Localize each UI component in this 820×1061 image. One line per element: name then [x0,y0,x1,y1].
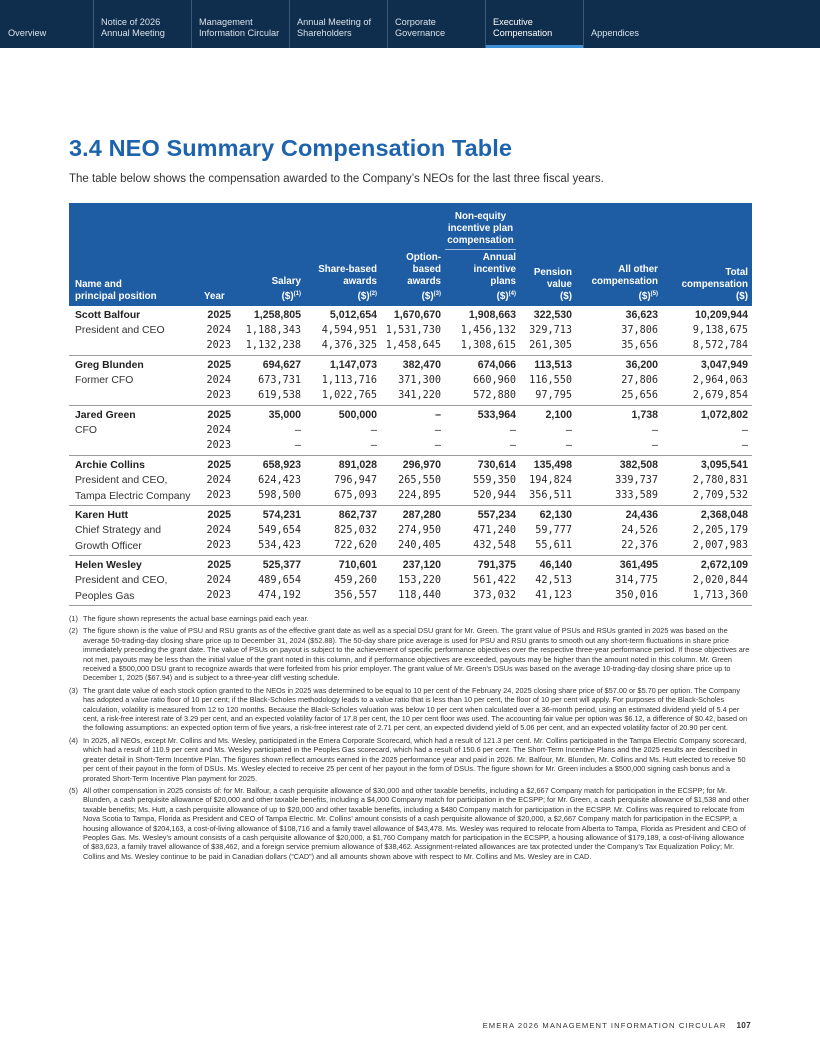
annual-incentive-cell: 561,422 [473,574,516,586]
footnote-text: In 2025, all NEOs, except Mr. Collins and Ms. Wesley, participated in the Emera Corporate Scorecard, which had a result of 121.3 per cent. Mr. Collins participated in the Tampa Electric Company scorecard, which had a result of 110.9 per cent and Ms. Wesley participated in the Peoples Gas scorecard, which had a result of 150.6 per cent. The Short-Term Incentive Plans and the 2025 results are described in greater detail in Short-Term Incentive Plan. The figures shown reflect amounts earned in the 2025 performance year and paid in 2026. Mr. Balfour, Mr. Blunden, Mr. Collins and Ms. Hutt elected to receive 50 per cent of their payout in the form of DSUs. Ms. Wesley elected to receive 25 per cent of her payout in the form of DSUs. The figure shown for Mr. Green includes a $500,000 signing cash bonus and a prorated Short-Term Incentive Plan payment for 2025. [83,735,747,783]
year-cell: 2023 [206,540,231,551]
share-based-cell: 1,147,073 [329,359,377,371]
year-cell: 2023 [206,440,231,451]
table-row [69,506,752,556]
year-row [69,425,752,441]
all-other-cell: – [651,424,658,436]
group-header-divider [445,249,516,250]
year-row [69,509,752,525]
year-row [69,459,752,475]
salary-cell: 658,923 [262,459,301,471]
footer-publication: EMERA 2026 MANAGEMENT INFORMATION CIRCULAR [482,1021,727,1030]
option-based-cell: 287,280 [402,509,441,521]
year-row [69,409,752,425]
year-row [69,309,752,325]
year-row [69,540,752,556]
salary-cell: 534,423 [258,540,301,551]
share-based-cell: 4,594,951 [321,324,377,336]
pension-cell: 41,123 [535,590,572,601]
footnote-number: (3) [69,685,78,695]
all-other-cell: 37,806 [621,324,658,336]
all-other-cell: 350,016 [615,590,658,601]
option-based-cell: – [434,424,441,436]
total-cell: 2,205,179 [692,524,748,536]
year-cell: 2024 [206,524,231,536]
year-cell: 2023 [206,590,231,601]
header-year: Year [204,291,225,302]
pension-cell: 356,511 [529,490,572,501]
compensation-table [69,203,752,606]
year-row [69,390,752,406]
table-row [69,556,752,606]
salary-cell: 673,731 [258,374,301,386]
total-cell: 9,138,675 [692,324,748,336]
share-based-cell: 722,620 [334,540,377,551]
salary-cell: 624,423 [258,474,301,486]
total-cell: 10,209,944 [694,309,748,321]
annual-incentive-cell: – [509,440,516,451]
page-number: 107 [736,1021,751,1030]
total-cell: 1,072,802 [700,409,748,421]
total-cell: 3,095,541 [700,459,748,471]
executive-title: CFO [75,425,97,436]
share-based-cell: 862,737 [338,509,377,521]
salary-cell: 35,000 [268,409,301,421]
footnote-number: (1) [69,614,78,623]
share-based-cell: 825,032 [334,524,377,536]
share-based-cell: – [370,424,377,436]
annual-incentive-cell: 471,240 [473,524,516,536]
year-row [69,559,752,575]
total-cell: 2,020,844 [692,574,748,586]
table-row [69,406,752,456]
table-row [69,306,752,356]
option-based-cell: 341,220 [398,390,441,401]
executive-title: Former CFO [75,375,134,386]
all-other-cell: 22,376 [621,540,658,551]
salary-cell: 474,192 [258,590,301,601]
option-based-cell: 153,220 [398,574,441,586]
year-cell: 2023 [206,490,231,501]
header-annual-incentive: Annual incentive plans ($)$^{(4)}$ [473,252,516,302]
executive-title: President and CEO, Tampa Electric Company [75,475,191,502]
executive-title: Chief Strategy and Growth Officer [75,525,162,552]
year-cell: 2024 [206,574,231,586]
footnote-number: (4) [69,735,78,745]
share-based-cell: 891,028 [338,459,377,471]
share-based-cell: 1,113,716 [321,374,377,386]
year-row [69,590,752,606]
nav-tab-mic[interactable]: Management Information Circular [191,0,289,48]
footnote-text: The grant date value of each stock option granted to the NEOs in 2025 was determined to be equal to 10 per cent of the February 24, 2025 closing share price of $57.00 or $5.70 per option. The Company has adopted a value ratio floor of 10 per cent; if the Black-Scholes methodology leads to a value ratio that is less than 10 per cent, the floor of 10 per cent will apply. For purposes of the Black-Scholes calculation, volatility is measured from 12 to 120 months. Because the Black-Scholes valuation was below 10 per cent when calculated over a 36-month period, using an estimated dividend yield of 5.4 per cent, a risk-free interest rate of 3.29 per cent, and an expected volatility factor of 17.8 per cent, the 10 per cent floor was used. The accounting fair value per option was $6.12, a difference of $0.42, based on the following assumptions: an expected option term of five years, a risk-free interest rate of 2.71 per cent, an expected dividend yield of 5.06 per cent, and an expected volatility factor of 20.90 per cent. [83,685,748,733]
all-other-cell: 35,656 [621,340,658,351]
total-cell: 2,679,854 [692,390,748,401]
salary-cell: 525,377 [262,559,301,571]
table-row [69,456,752,506]
top-navigation [0,0,820,48]
table-header [69,203,752,306]
pension-cell: 135,498 [533,459,572,471]
year-cell: 2024 [206,474,231,486]
option-based-cell: 296,970 [402,459,441,471]
footnote-text: The figure shown is the value of PSU and RSU grants as of the effective grant date as well as a special DSU grant for Mr. Green. The grant value of PSUs and RSUs granted in 2025 was based on the average 50-trading-day closing share price up to December 31, 2024 ($52.88). The 50-day share price average is used for PSU and RSU grants to smooth out any short-term fluctuations in share price immediately preceding the grant date. The value of PSUs on payout is subject to the achievement of specific performance objectives over the respective three-year performance period. If those objectives are not met, payouts may be less than the initial value of the grant noted in this column, and if performance objectives are exceeded, payouts may be higher than the amount noted in this column. Mr. Green received a $500,000 DSU grant to recognize awards that were forfeited from his prior employer. The grant value of Mr. Green’s DSUs was based on the average 10-trading-day closing share price up to December 1, 2025 ($67.94) and is subject to a three-year cliff vesting schedule. [83,626,750,683]
share-based-cell: 356,557 [334,590,377,601]
table-row [69,356,752,406]
share-based-cell: 500,000 [338,409,377,421]
nav-tab-governance[interactable]: Corporate Governance [387,0,485,48]
footnote-text: All other compensation in 2025 consists of: for Mr. Balfour, a cash perquisite allowance of $30,000 and other taxable benefits, including a $2,667 Company match for participation in the ECSPP; for Mr. Blunden, a cash perquisite allowance of $20,000 and other taxable benefits, including a $4,000 Company match for participation in the ECSPP; for Mr. Green, a cash perquisite allowance of $1,538 and other taxable benefits; Ms. Hutt, a cash perquisite allowance of up to $20,000 and other taxable benefits, including a $480 Company match for participation in the ECSPP. Mr. Collins was required to relocate from Nova Scotia to Tampa, Florida as President and CEO of Tampa Electric. Mr. Collins’ amount consists of a cash perquisite allowance of $20,000, a $2,667 Company match for participation in the ECSPP, a housing allowance of $204,163, a cost-of-living allowance of $108,716 and a family travel allowance of $43,478. Ms. Wesley was required to relocate from Alberta to Tampa, Florida as President and CEO of Peoples Gas. Ms. Wesley’s amount consists of a cash perquisite allowance of $20,000, a $1,760 Company match for participation in the ECSPP, a housing allowance of $179,189, a cost-of-living allowance of $83,623, a family travel allowance of $38,462, and a foreign service premium allowance of $38,462. Assignment-related allowances are tax protected under the Company’s Tax Equalization Policy; Mr. Collins and Ms. Wesley continue to be paid in Canadian dollars (“CAD”) and all amounts shown above with respect to Mr. Collins and Ms. Wesley are in CAD. [83,785,750,861]
option-based-cell: 265,550 [398,474,441,486]
total-cell: 3,047,949 [700,359,748,371]
footnote [69,614,752,623]
pension-cell: 62,130 [539,509,572,521]
share-based-cell: 675,093 [334,490,377,501]
header-option-based: Option- based awards ($)$^{(3)}$ [406,252,441,302]
footnotes [69,614,752,864]
total-cell: 2,709,532 [692,490,748,501]
annual-incentive-cell: 572,880 [473,390,516,401]
salary-cell: 1,188,343 [245,324,301,336]
total-cell: 2,964,063 [692,374,748,386]
footnote-number: (2) [69,626,78,636]
executive-title: President and CEO, Peoples Gas [75,575,168,602]
header-total: Total compensation ($) [681,267,748,302]
salary-cell: 1,132,238 [245,340,301,351]
all-other-cell: 25,656 [621,390,658,401]
annual-incentive-cell: 1,456,132 [460,324,516,336]
all-other-cell: 1,738 [631,409,658,421]
footnote-number: (5) [69,785,78,795]
pension-cell: 59,777 [535,524,572,536]
year-cell: 2024 [206,424,231,436]
share-based-cell: 4,376,325 [321,340,377,351]
nav-tab-notice[interactable]: Notice of 2026 Annual Meeting [93,0,191,48]
share-based-cell: 5,012,654 [329,309,377,321]
salary-cell: 598,500 [258,490,301,501]
annual-incentive-cell: – [509,424,516,436]
pension-cell: 46,140 [539,559,572,571]
pension-cell: 116,550 [529,374,572,386]
salary-cell: 619,538 [258,390,301,401]
pension-cell: 113,513 [534,359,572,371]
all-other-cell: 24,526 [621,524,658,536]
annual-incentive-cell: 373,032 [473,590,516,601]
total-cell: – [741,440,748,451]
header-all-other: All other compensation ($)$^{(5)}$ [591,264,658,302]
annual-incentive-cell: 791,375 [477,559,516,571]
executive-name: Karen Hutt [75,510,129,521]
salary-cell: – [294,424,301,436]
salary-cell: 694,627 [262,359,301,371]
pension-cell: 261,305 [529,340,572,351]
option-based-cell: – [434,440,441,451]
year-cell: 2025 [207,459,231,471]
option-based-cell: 240,405 [398,540,441,551]
pension-cell: 194,824 [529,474,572,486]
header-pension: Pension value ($) [533,267,572,302]
nav-tab-executive-compensation[interactable]: Executive Compensation [485,0,583,48]
year-row [69,475,752,491]
all-other-cell: 24,436 [625,509,658,521]
all-other-cell: – [651,440,658,451]
pension-cell: – [565,424,572,436]
footnote [69,626,752,682]
all-other-cell: 361,495 [619,559,658,571]
total-cell: 2,780,831 [692,474,748,486]
executive-name: Greg Blunden [75,360,144,371]
all-other-cell: 36,623 [625,309,658,321]
page-subtitle: The table below shows the compensation awarded to the Company’s NEOs for the last three fiscal years. [69,173,604,185]
all-other-cell: 382,508 [619,459,658,471]
year-row [69,575,752,591]
option-based-cell: 1,531,730 [385,324,441,336]
option-based-cell: 1,458,645 [385,340,441,351]
option-based-cell: 1,670,670 [393,309,441,321]
pension-cell: 322,530 [533,309,572,321]
salary-cell: 549,654 [258,524,301,536]
annual-incentive-cell: 533,964 [477,409,516,421]
year-row [69,325,752,341]
annual-incentive-cell: 674,066 [477,359,516,371]
total-cell: 2,672,109 [700,559,748,571]
pension-cell: 97,795 [535,390,572,401]
pension-cell: 2,100 [545,409,572,421]
year-cell: 2024 [206,324,231,336]
option-based-cell: 224,895 [398,490,441,501]
year-cell: 2025 [207,509,231,521]
year-cell: 2023 [206,390,231,401]
year-row [69,359,752,375]
share-based-cell: 710,601 [338,559,377,571]
year-cell: 2023 [206,340,231,351]
option-based-cell: 118,440 [398,590,441,601]
nav-tab-annual-meeting[interactable]: Annual Meeting of Shareholders [289,0,387,48]
annual-incentive-cell: 660,960 [473,374,516,386]
total-cell: 8,572,784 [692,340,748,351]
year-cell: 2024 [206,374,231,386]
total-cell: – [741,424,748,436]
page-footer [483,1021,751,1030]
option-based-cell: 237,120 [402,559,441,571]
year-cell: 2025 [207,309,231,321]
nav-tab-overview[interactable]: Overview [8,28,47,38]
annual-incentive-cell: 730,614 [477,459,516,471]
pension-cell: – [565,440,572,451]
executive-name: Archie Collins [75,460,145,471]
footnote [69,786,752,861]
option-based-cell: 382,470 [402,359,441,371]
total-cell: 1,713,360 [692,590,748,601]
executive-name: Helen Wesley [75,560,142,571]
salary-cell: 1,258,805 [253,309,301,321]
year-row [69,490,752,506]
year-row [69,440,752,456]
executive-title: President and CEO [75,325,165,336]
footnote-text: The figure shown represents the actual base earnings paid each year. [83,614,309,623]
executive-name: Scott Balfour [75,310,141,321]
pension-cell: 42,513 [535,574,572,586]
annual-incentive-cell: 432,548 [473,540,516,551]
annual-incentive-cell: 520,944 [473,490,516,501]
non-equity-group-header: Non-equity incentive plan compensation [447,211,514,246]
all-other-cell: 27,806 [621,374,658,386]
year-row [69,375,752,391]
header-share-based: Share-based awards ($)$^{(2)}$ [318,264,377,302]
pension-cell: 55,611 [535,540,572,551]
all-other-cell: 333,589 [615,490,658,501]
nav-tab-appendices[interactable]: Appendices [583,0,681,48]
year-cell: 2025 [207,359,231,371]
total-cell: 2,007,983 [692,540,748,551]
share-based-cell: – [370,440,377,451]
year-cell: 2025 [207,409,231,421]
share-based-cell: 796,947 [334,474,377,486]
year-row [69,340,752,356]
year-cell: 2025 [207,559,231,571]
pension-cell: 329,713 [529,324,572,336]
all-other-cell: 36,200 [625,359,658,371]
page-title: 3.4 NEO Summary Compensation Table [69,135,513,161]
option-based-cell: – [435,409,441,421]
footnote [69,686,752,733]
annual-incentive-cell: 1,308,615 [460,340,516,351]
table-body [69,306,752,606]
salary-cell: 489,654 [258,574,301,586]
option-based-cell: 371,300 [398,374,441,386]
all-other-cell: 339,737 [615,474,658,486]
header-salary: Salary ($)$^{(1)}$ [271,276,301,302]
salary-cell: – [294,440,301,451]
share-based-cell: 1,022,765 [321,390,377,401]
all-other-cell: 314,775 [615,574,658,586]
footnote [69,736,752,783]
header-name: Name and principal position [75,279,157,302]
total-cell: 2,368,048 [700,509,748,521]
salary-cell: 574,231 [262,509,301,521]
annual-incentive-cell: 1,908,663 [468,309,516,321]
executive-name: Jared Green [75,410,136,421]
option-based-cell: 274,950 [398,524,441,536]
annual-incentive-cell: 559,350 [473,474,516,486]
year-row [69,525,752,541]
share-based-cell: 459,260 [334,574,377,586]
annual-incentive-cell: 557,234 [477,509,516,521]
